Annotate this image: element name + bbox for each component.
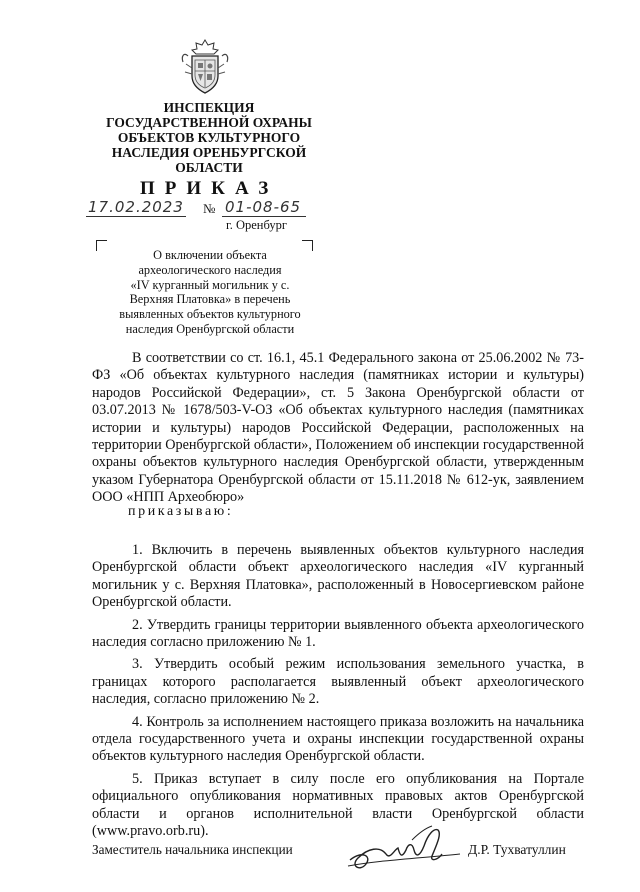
- coat-of-arms-icon: [180, 38, 230, 96]
- signatory-position: Заместитель начальника инспекции: [92, 842, 293, 857]
- order-items: [92, 542, 584, 846]
- handwritten-signature: [342, 820, 467, 878]
- document-type-title: ПРИКАЗ: [140, 178, 279, 199]
- city: г. Оренбург: [226, 218, 287, 232]
- order-item: 5. Приказ вступает в силу после его опубликования на Портале официального опубликования нормативных правовых актов Оренбургской области и органов исполнительной власти Оренбургской области (www.pravo.orb.ru).: [92, 770, 584, 840]
- order-item: 2. Утвердить границы территории выявленного объекта археологического наследия согласно приложению № 1.: [92, 616, 584, 651]
- org-line: ИНСПЕКЦИЯ: [163, 100, 255, 115]
- signatory-name: Д.Р. Тухватуллин: [468, 842, 566, 857]
- organization-name: [100, 100, 318, 175]
- number-underline: [222, 216, 306, 217]
- subject-line: О включении объекта: [153, 248, 267, 262]
- preamble-paragraph: В соответствии со ст. 16.1, 45.1 Федерального закона от 25.06.2002 № 73-ФЗ «Об объектах культурного наследия (памятниках истории и культуры) народов Российской Федерации», ст. 5 Закона Оренбургской области от 03.07.2013 № 1678/503-V-ОЗ «Об объектах культурного наследия (памятниках истории и культуры) народов Российской Федерации, расположенных на территории Оренбургской области», Положением об инспекции государственной охраны объектов культурного наследия Оренбургской области, утвержденным указом Губернатора Оренбургской области от 15.11.2018 № 612-ук, заявлением ООО «НПП Археобюро»: [92, 350, 584, 506]
- org-line: ГОСУДАРСТВЕННОЙ ОХРАНЫ: [106, 115, 312, 130]
- decree-word: приказываю:: [128, 504, 234, 519]
- order-item: 1. Включить в перечень выявленных объектов культурного наследия Оренбургской области объект археологического наследия «IV курганный могильник у с. Верхняя Платовка», расположенный в Новосергиевском районе Оренбургской области.: [92, 542, 584, 611]
- order-date: 17.02.2023: [88, 198, 184, 216]
- subject-line: Верхняя Платовка» в перечень: [129, 292, 291, 307]
- order-subject: [100, 248, 320, 337]
- subject-line: «IV курганный могильник у с.: [130, 277, 290, 292]
- order-item: 4. Контроль за исполнением настоящего приказа возложить на начальника отдела государственного учета и охраны инспекции государственной охраны объектов культурного наследия Оренбургской области.: [92, 713, 584, 765]
- number-sign: №: [203, 201, 216, 216]
- order-number: 01-08-65: [225, 198, 302, 216]
- order-item: 3. Утвердить особый режим использования земельного участка, в границах которого располагается выявленный объект археологического наследия, согласно приложению № 2.: [92, 656, 584, 708]
- subject-line: археологического наследия: [138, 262, 282, 277]
- org-line: ОБЛАСТИ: [175, 160, 243, 175]
- org-line: ОБЪЕКТОВ КУЛЬТУРНОГО: [117, 130, 301, 145]
- date-underline: [86, 216, 186, 217]
- subject-line: выявленных объектов культурного: [119, 307, 301, 322]
- org-line: НАСЛЕДИЯ ОРЕНБУРГСКОЙ: [111, 145, 307, 160]
- subject-line: наследия Оренбургской области: [125, 321, 295, 336]
